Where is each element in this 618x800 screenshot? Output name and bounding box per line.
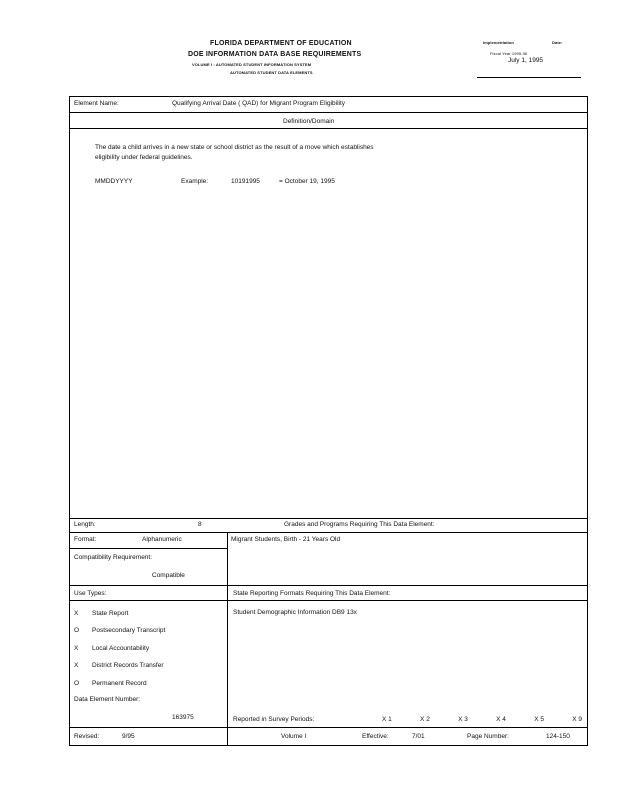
divider bbox=[69, 128, 588, 129]
revised-label: Revised: bbox=[74, 733, 100, 740]
length-value: 8 bbox=[198, 521, 202, 528]
divider bbox=[69, 518, 588, 519]
page-number-label: Page Number: bbox=[467, 733, 509, 740]
survey-periods-list bbox=[382, 716, 582, 723]
format-label: Format: bbox=[74, 536, 97, 543]
definition-line-1: The date a child arrives in a new state or school district as the result of a move which establishes bbox=[95, 144, 374, 151]
definition-line-2: eligibility under federal guidelines. bbox=[95, 154, 193, 161]
use-type-text: Permanent Record bbox=[92, 680, 147, 687]
example-label: Example: bbox=[181, 178, 209, 185]
implementation-label: Implementation bbox=[483, 40, 514, 45]
section-title: Definition/Domain bbox=[283, 118, 335, 125]
date-value: July 1, 1995 bbox=[508, 57, 544, 64]
use-type-mark: O bbox=[74, 627, 80, 634]
effective-label: Effective: bbox=[362, 733, 389, 740]
state-reporting-label: State Reporting Formats Requiring This Data Element: bbox=[233, 590, 391, 597]
state-reporting-value: Student Demographic Information DB9 13x bbox=[233, 609, 357, 616]
header-rule bbox=[477, 77, 581, 78]
effective-value: 7/01 bbox=[412, 733, 425, 740]
header-line-1: FLORIDA DEPARTMENT OF EDUCATION bbox=[210, 40, 352, 47]
data-element-number-label: Data Element Number: bbox=[74, 696, 141, 703]
compatibility-value: Compatible bbox=[152, 572, 185, 579]
page-number-value: 124-150 bbox=[546, 733, 570, 740]
element-name-label: Element Name: bbox=[74, 100, 119, 107]
length-label: Length: bbox=[74, 521, 96, 528]
divider bbox=[69, 600, 227, 601]
fiscal-year: Fiscal Year 1995-96 bbox=[490, 51, 528, 56]
use-type-mark: X bbox=[74, 610, 79, 617]
use-type-text: Local Accountability bbox=[92, 645, 150, 652]
date-label: Date: bbox=[552, 40, 563, 45]
survey-period: X 9 bbox=[572, 716, 582, 723]
use-type-mark: X bbox=[74, 662, 79, 669]
use-type-mark: X bbox=[74, 645, 79, 652]
use-type-text: Postsecondary Transcript bbox=[92, 627, 166, 634]
column-divider bbox=[227, 532, 228, 746]
divider bbox=[69, 548, 227, 549]
divider bbox=[69, 532, 588, 533]
data-element-number-value: 163975 bbox=[172, 714, 194, 721]
use-type-text: District Records Transfer bbox=[92, 662, 164, 669]
divider bbox=[69, 727, 588, 728]
format-code: MMDDYYYY bbox=[95, 178, 133, 185]
revised-value: 9/95 bbox=[122, 733, 135, 740]
header-line-3: VOLUME I : AUTOMATED STUDENT INFORMATION SYSTEM bbox=[192, 62, 312, 67]
use-type-text: State Report bbox=[92, 610, 129, 617]
divider bbox=[227, 600, 588, 601]
use-types-label: Use Types: bbox=[74, 590, 107, 597]
example-meaning: = October 19, 1995 bbox=[279, 178, 335, 185]
grades-value: Migrant Students, Birth - 21 Years Old bbox=[231, 536, 341, 543]
use-type-mark: O bbox=[74, 680, 80, 687]
survey-period: X 4 bbox=[496, 716, 506, 723]
header-line-4: AUTOMATED STUDENT DATA ELEMENTS bbox=[230, 70, 313, 75]
divider bbox=[69, 585, 588, 586]
grades-label: Grades and Programs Requiring This Data Element: bbox=[284, 521, 435, 528]
survey-periods-label: Reported in Survey Periods: bbox=[233, 716, 315, 723]
survey-period: X 5 bbox=[534, 716, 544, 723]
header-line-2: DOE INFORMATION DATA BASE REQUIREMENTS bbox=[188, 51, 362, 58]
example-value: 10191995 bbox=[231, 178, 260, 185]
format-value: Alphanumeric bbox=[142, 536, 182, 543]
compatibility-label: Compatibility Requirement: bbox=[74, 554, 153, 561]
survey-period: X 1 bbox=[382, 716, 392, 723]
divider bbox=[69, 112, 588, 113]
element-name-value: Qualifying Arrival Date ( QAD) for Migrant Program Eligibility bbox=[172, 100, 346, 107]
survey-period: X 3 bbox=[458, 716, 468, 723]
survey-period: X 2 bbox=[420, 716, 430, 723]
volume-label: Volume I bbox=[281, 733, 307, 740]
